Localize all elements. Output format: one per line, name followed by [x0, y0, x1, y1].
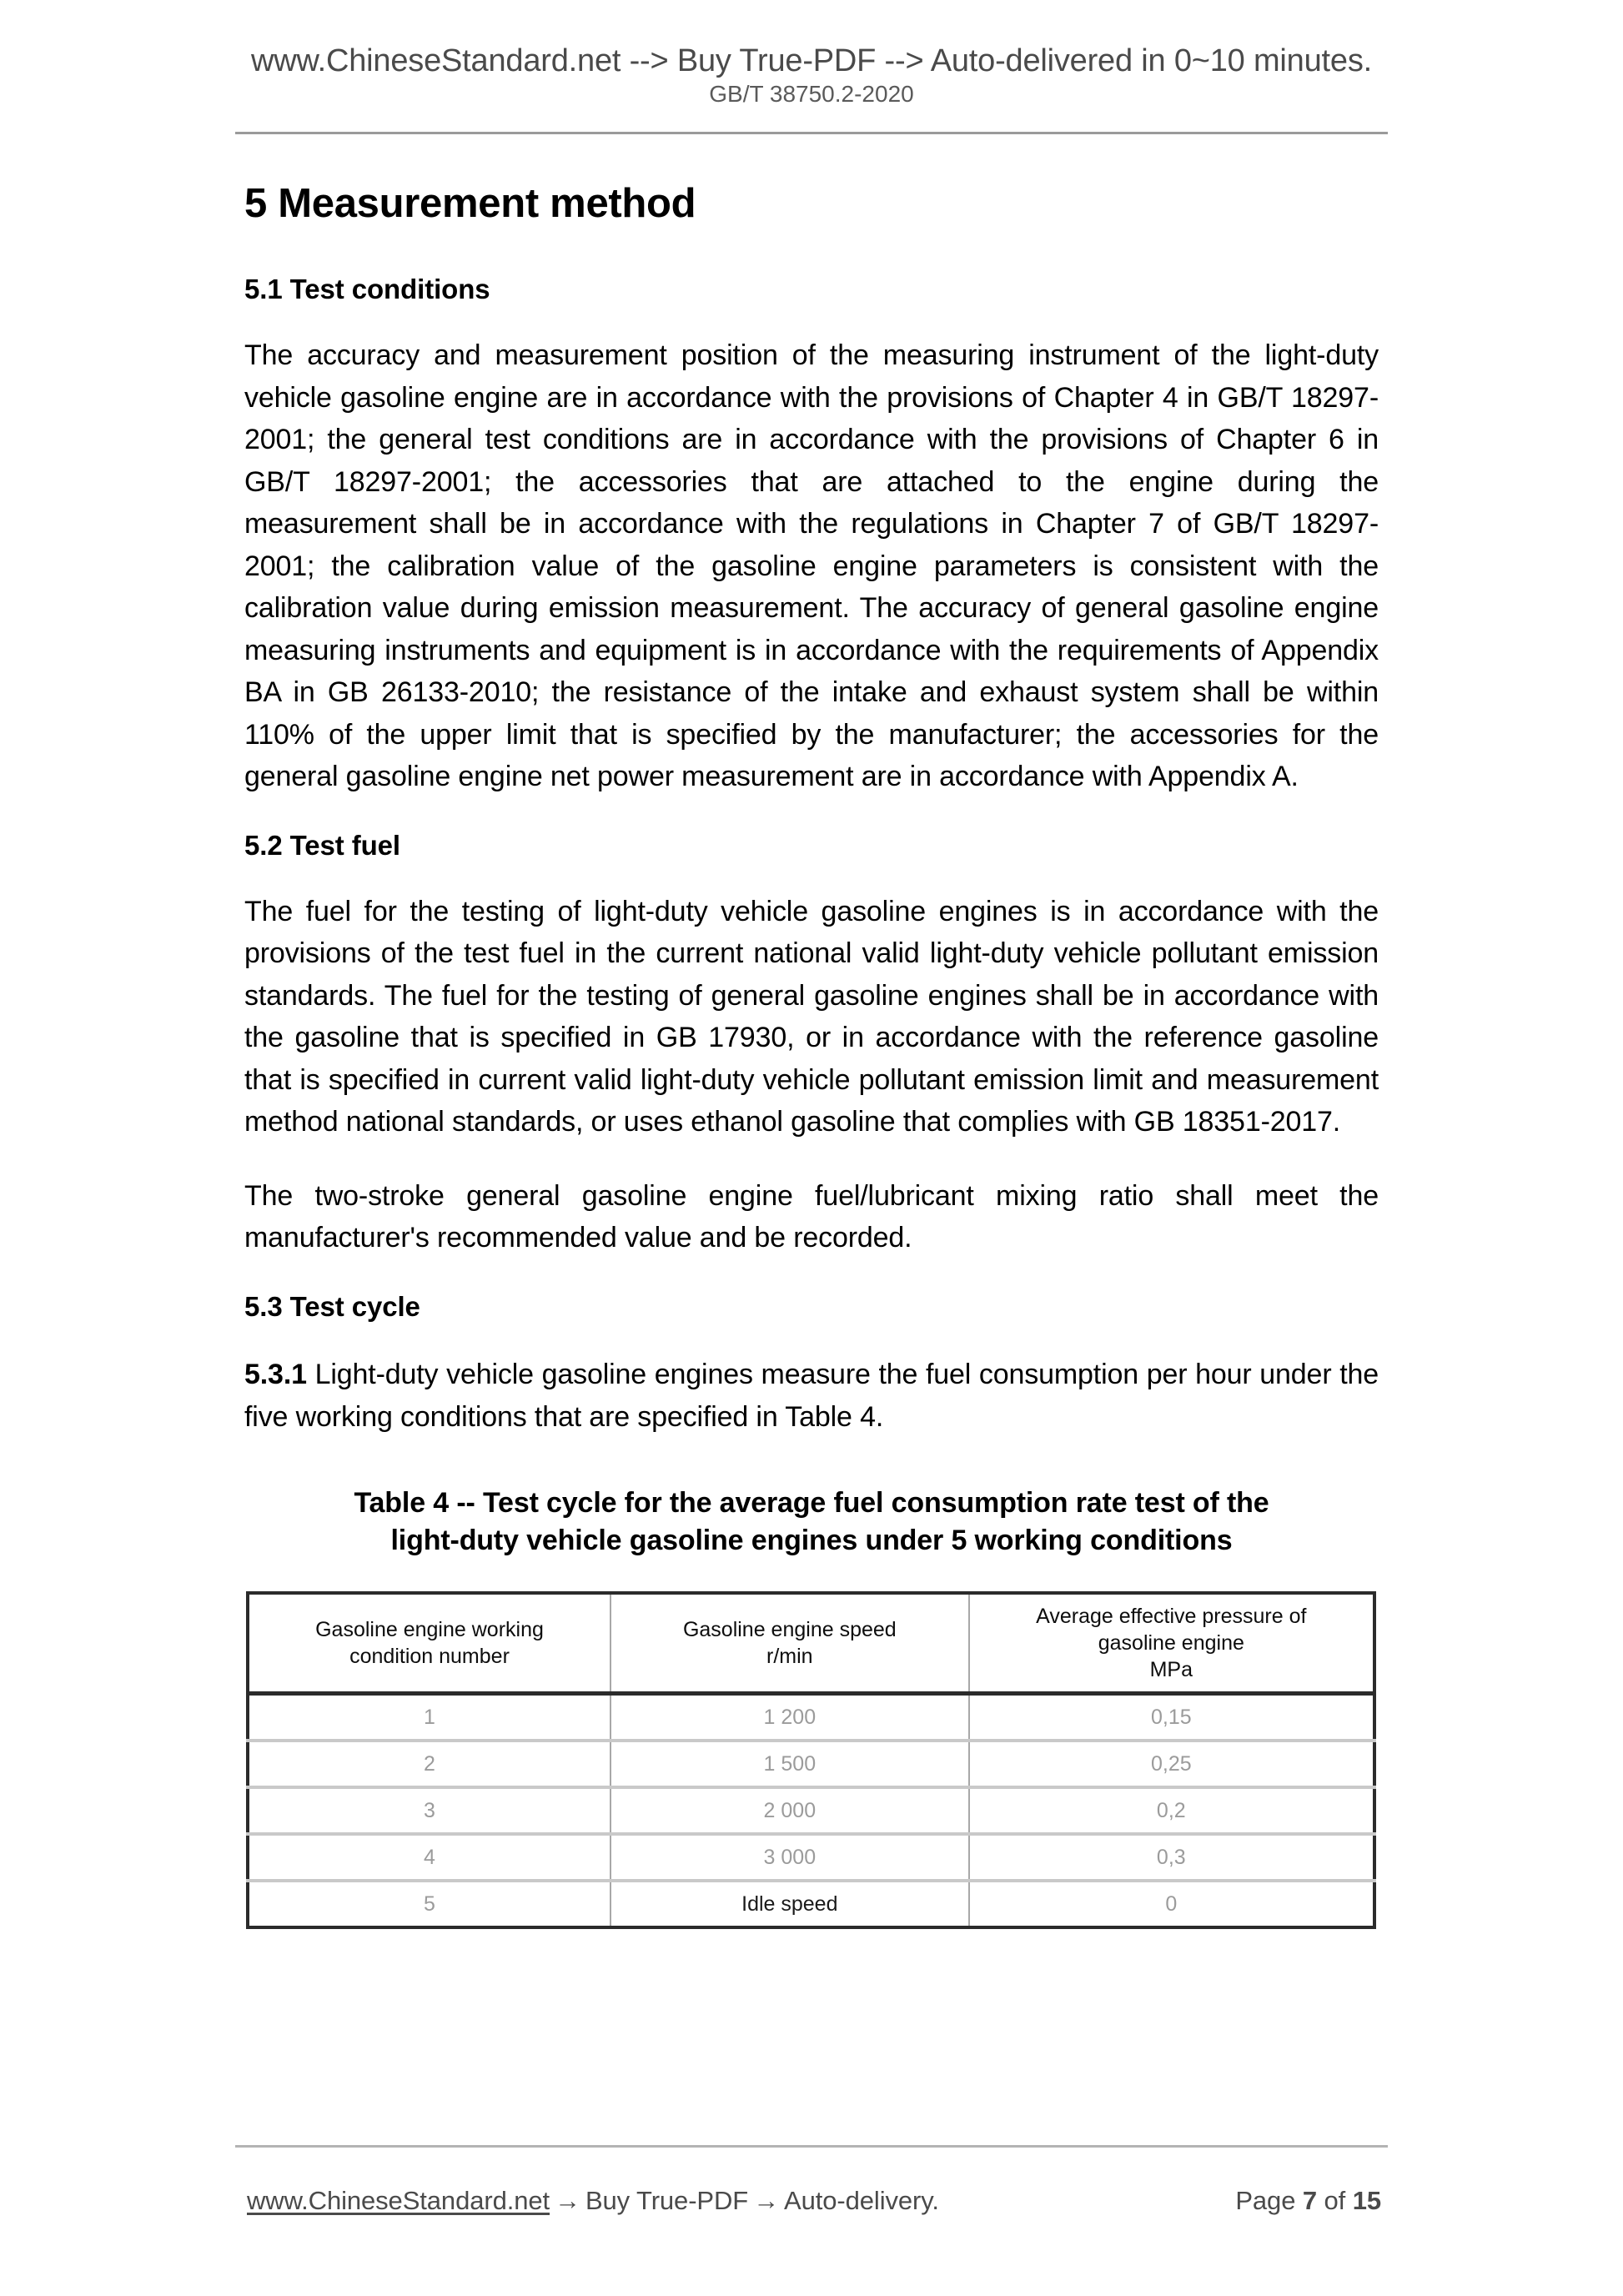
header-promo-text: www.ChineseStandard.net --> Buy True-PDF --> Auto-delivered in 0~10 minutes.	[251, 43, 1372, 78]
arrow-right-icon: →	[753, 2186, 780, 2215]
col1-header-line2: condition number	[349, 1645, 510, 1669]
table4-caption-line-1: Table 4 -- Test cycle for the average fuel consumption rate test of the	[354, 1487, 1269, 1520]
cell-condition: 5	[248, 1881, 611, 1927]
total-pages: 15	[1352, 2186, 1381, 2215]
cell-pressure: 0,3	[969, 1834, 1374, 1881]
arrow-right-icon: →	[555, 2186, 580, 2215]
cell-pressure: 0,2	[969, 1787, 1374, 1834]
col3-header-line2: gasoline engine	[1098, 1631, 1244, 1655]
document-body	[244, 179, 1379, 1929]
table-row	[248, 1834, 1374, 1881]
paragraph-5-2-1: The fuel for the testing of light-duty vehicle gasoline engines is in accordance with the provisions of the test fuel in the current national valid light-duty vehicle pollutant emission standards. The fuel for the testing of general gasoline engines shall be in accordance with the gasoline that is specified in GB 17930, or in accordance with the reference gasoline that is specified in current valid light-duty vehicle pollutant emission limit and measurement method national standards, or uses ethanol gasoline that complies with GB 18351-2017.	[244, 895, 1379, 1138]
table4-col-header-speed	[611, 1593, 969, 1694]
subsection-heading-5-3: 5.3 Test cycle	[244, 1290, 420, 1322]
page-word: Page	[1235, 2186, 1296, 2215]
cell-condition: 2	[248, 1741, 611, 1787]
cell-speed: 3 000	[611, 1834, 969, 1881]
table4-header-row	[248, 1593, 1374, 1694]
table4-col-header-pressure	[969, 1593, 1374, 1694]
table4-caption	[274, 1485, 1349, 1560]
table-row	[248, 1741, 1374, 1787]
table4	[246, 1591, 1376, 1929]
table4-caption-line-2: light-duty vehicle gasoline engines under 5 working conditions	[390, 1525, 1233, 1557]
cell-pressure: 0,25	[969, 1741, 1374, 1787]
table4-col-header-condition	[248, 1593, 611, 1694]
header-divider	[235, 132, 1388, 134]
table4-body	[248, 1694, 1374, 1927]
page-indicator	[1235, 2186, 1381, 2216]
cell-speed: 1 500	[611, 1741, 969, 1787]
cell-speed: 2 000	[611, 1787, 969, 1834]
cell-pressure: 0	[969, 1881, 1374, 1927]
page-footer	[235, 2145, 1388, 2216]
col2-header-line1: Gasoline engine speed	[682, 1618, 897, 1642]
footer-divider	[235, 2145, 1388, 2148]
paragraph-5-3-1	[244, 1354, 1379, 1438]
cell-speed: 1 200	[611, 1694, 969, 1741]
col3-header-line1: Average effective pressure of	[1036, 1605, 1307, 1629]
subsection-heading-5-2: 5.2 Test fuel	[244, 829, 400, 861]
section-heading-5: 5 Measurement method	[244, 181, 696, 226]
paragraph-5-2-2: The two-stroke general gasoline engine fuel/lubricant mixing ratio shall meet the manufacturer's recommended value and be recorded.	[244, 1179, 1379, 1254]
cell-speed: Idle speed	[611, 1881, 969, 1927]
paragraph-5-1: The accuracy and measurement position of the measuring instrument of the light-duty vehicle gasoline engine are in accordance with the provisions of Chapter 4 in GB/T 18297-2001; the general test conditions are in accordance with the provisions of Chapter 6 in GB/T 18297-2001; the accessories that are attached to the engine during the measurement shall be in accordance with the regulations in Chapter 7 of GB/T 18297-2001; the calibration value of the gasoline engine parameters is consistent with the calibration value during emission measurement. The accuracy of general gasoline engine measuring instruments and equipment is in accordance with the requirements of Appendix BA in GB 26133-2010; the resistance of the intake and exhaust system shall be within 110% of the upper limit that is specified by the manufacturer; the accessories for the general gasoline engine net power measurement are in accordance with Appendix A.	[244, 339, 1379, 793]
footer-promo	[247, 2186, 939, 2216]
footer-site-link[interactable]: www.ChineseStandard.net	[247, 2186, 550, 2215]
col3-header-line3: MPa	[1149, 1658, 1193, 1682]
footer-delivery-label: Auto-delivery.	[784, 2186, 939, 2215]
table-row	[248, 1787, 1374, 1834]
clause-text-5-3-1: Light-duty vehicle gasoline engines measure the fuel consumption per hour under the five working conditions that are specified in Table 4.	[244, 1359, 1379, 1433]
table-row	[248, 1694, 1374, 1741]
table4-head	[248, 1593, 1374, 1694]
footer-buy-label: Buy True-PDF	[585, 2186, 749, 2215]
page-number: 7	[1302, 2186, 1318, 2215]
footer-row	[235, 2186, 1388, 2216]
subsection-heading-5-1: 5.1 Test conditions	[244, 273, 490, 304]
header-standard-number: GB/T 38750.2-2020	[709, 80, 914, 107]
table-row	[248, 1881, 1374, 1927]
col1-header-line1: Gasoline engine working	[315, 1618, 544, 1642]
cell-condition: 4	[248, 1834, 611, 1881]
page-header	[0, 43, 1623, 108]
of-word: of	[1324, 2186, 1346, 2215]
clause-number-5-3-1: 5.3.1	[244, 1359, 307, 1391]
col2-header-line2: r/min	[766, 1645, 813, 1669]
cell-condition: 1	[248, 1694, 611, 1741]
cell-pressure: 0,15	[969, 1694, 1374, 1741]
cell-condition: 3	[248, 1787, 611, 1834]
table4-wrapper	[246, 1591, 1376, 1929]
